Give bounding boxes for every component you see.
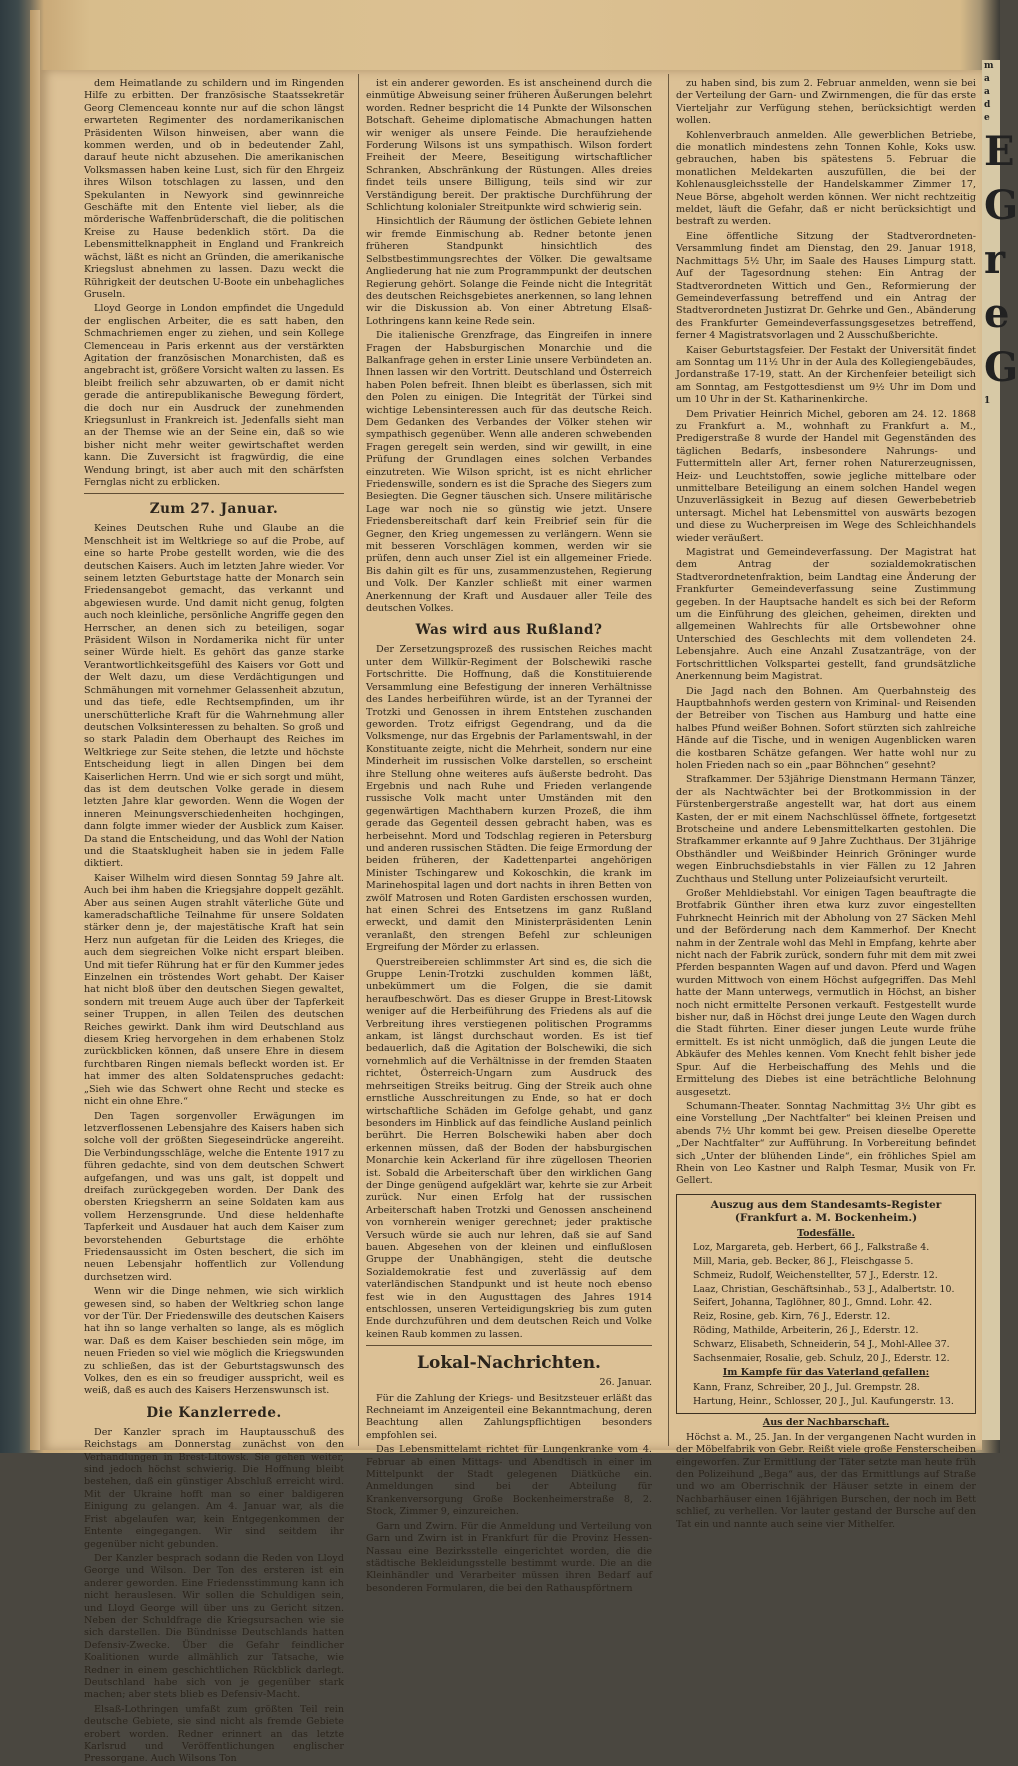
headline-kanzlerrede: Die Kanzlerrede. — [146, 1404, 282, 1421]
headline-russland: Was wird aus Rußland? — [415, 622, 603, 639]
register-entry: Laaz, Christian, Geschäftsinhab., 53 J., Adalbertstr. 10. — [693, 1283, 955, 1295]
article-paragraph: Der Kanzler sprach im Hauptausschuß des Reichstags am Donnerstag zunächst von den Verhandlungen in Brest-Litowsk. Sie gehen weiter, sind jedoch höchst schwierig. Die Hoffnung bleibt bestehen, daß ein günstiger Abschluß erreicht wird. Mit der Ukraine hofft man so einer baldigeren Einigung zu gelangen. Am 4. Januar war, als die Frist abgelaufen war, kein Entgegenkommen der Entente eingegangen. Wir sind seitdem ihr gegenüber nicht gebunden. — [84, 1426, 344, 1550]
column-middle — [366, 78, 652, 1594]
column-right — [676, 78, 976, 1530]
article-paragraph: Das Lebensmittelamt richtet für Lungenkranke vom 4. Februar ab einen Mittags- und Abendtisch in einer im Mittelpunkt der Stadt gelegenen Diätküche ein. Anmeldungen sind bei der Abteilung für Krankenversorgung Große Bockenheimerstraße 8, 2. Stock, Zimmer 9, einzureichen. — [366, 1444, 652, 1518]
article-paragraph: Die italienische Grenzfrage, das Eingreifen in innere Fragen der Habsburgischen Monarchie und die Balkanfrage gehen in erster Linie unsere Verbündeten an. Ihnen lassen wir den Vortritt. Deutschland und Österreich haben Polen befreit. Ihnen bleibt es überlassen, sich mit den Polen zu einigen. Die Integrität der Türkei sind wichtige Lebensinteressen auch für das deutsche Reich. Dem Gedanken des Verbandes der Völker stehen wir sympathisch gegenüber. Wenn alle anderen schwebenden Fragen geregelt sein werden, sind wir gewillt, in eine Prüfung der Grundlagen eines solchen Verbandes einzutreten. Wie Wilson spricht, ist es nicht ehrlicher Friedenswille, sondern es ist die Sprache des Siegers zum Besiegten. Die Gegner täuschen sich. Unsere militärische Lage war noch nie so günstig wie jetzt. Unsere Friedensbereitschaft darf kein Freibrief sein für die Gegner, den Krieg ungemessen zu verlängern. Wenn sie mit besseren Vorschlägen kommen, werden wir sie prüfen, denn auch unser Ziel ist ein allgemeiner Friede. Bis dahin gilt es für uns, zusammenzustehen, Regierung und Volk. Der Kanzler schließt mit einer warmen Anerkennung der Kraft und Ausdauer aller Teile des deutschen Volkes. — [366, 330, 652, 615]
register-entry: Schwarz, Elisabeth, Schneiderin, 54 J., Mohl-Allee 37. — [693, 1338, 950, 1350]
register-subheading-deaths: Todesfälle. — [797, 1227, 855, 1239]
newspaper-page — [40, 70, 982, 1765]
article-paragraph: Schumann-Theater. Sonntag Nachmittag 3½ Uhr gibt es eine Vorstellung „Der Nachtfalter“ bei kleinen Preisen und abends 7½ Uhr kommt bei gew. Preisen dieselbe Operette „Der Nachtfalter“ zur Aufführung. In Vorbereitung befindet sich „Unter der blühenden Linde“, ein fröhliches Spiel am Rhein von Leo Kastner und Ralph Tesmar, Musik von Fr. Gellert. — [676, 1100, 976, 1187]
standesamt-register-box — [676, 1194, 976, 1415]
edge-letter: d — [984, 100, 991, 110]
adjacent-page-edge — [982, 60, 1018, 1440]
register-entry: Hartung, Heinr., Schlosser, 20 J., Jul. Kaufungerstr. 13. — [693, 1395, 954, 1407]
article-paragraph: Großer Mehldiebstahl. Vor einigen Tagen beauftragte die Brotfabrik Günther ihren etwa kurz zuvor eingestellten Fuhrknecht Heinrich mit der Abholung von 27 Säcken Mehl und der Beförderung nach dem Kammerhof. Der Knecht nahm in der Zentrale wohl das Mehl in Empfang, kehrte aber nicht nach der Fabrik zurück, sondern fuhr mit dem mit zwei Pferden bespannten Wagen auf und davon. Pferd und Wagen wurden Mittwoch von einem Höchst aufgegriffen. Das Mehl hatte der Mann unterwegs, vermutlich in Höchst, an bisher noch nicht ermittelte Personen verkauft. Festgestellt wurde bisher nur, daß in Höchst drei junge Leute den Wagen durch die Stadt führten. Einer dieser jungen Leute wurde frühe ermittelt. Es ist nicht unmöglich, daß die jungen Leute die Abkäufer des Mehles kennen. Vom Knecht fehlt bisher jede Spur. Auf die Herbeischaffung des Mehls und die Ermittelung des Diebes ist eine beträchtliche Belohnung ausgesetzt. — [676, 888, 976, 1098]
register-entry: Mill, Maria, geb. Becker, 86 J., Fleischgasse 5. — [693, 1255, 914, 1267]
article-paragraph: zu haben sind, bis zum 2. Februar anmelden, wenn sie bei der Verteilung der Garn- und Zwirnmengen, die für das erste Vierteljahr zur Verfügung stehen, berücksichtigt werden wollen. — [676, 78, 976, 127]
dateline: 26. Januar. — [599, 1377, 652, 1389]
headline-27-januar: Zum 27. Januar. — [149, 501, 279, 518]
register-entry: Seifert, Johanna, Taglöhner, 80 J., Gmnd. Lohr. 42. — [693, 1297, 933, 1309]
register-entry: Röding, Mathilde, Arbeiterin, 26 J., Ederstr. 12. — [693, 1324, 919, 1336]
article-paragraph: Magistrat und Gemeindeverfassung. Der Magistrat hat dem Antrag der sozialdemokratischen Stadtverordnetenfraktion, beim Landtag eine Änderung der Frankfurter Gemeindeverfassung seine Zustimmung gegeben. In der Hauptsache handelt es sich bei der Reform um die Einführung des gleichen, geheimen, direkten und allgemeinen Wahlrechts für alle Ortsbewohner ohne Unterschied des Geschlechts mit dem vollendeten 24. Lebensjahre. Auch eine Anzahl Zusatzanträge, von der Fortschrittlichen Volkspartei gestellt, fand grundsätzliche Anerkennung beim Magistrat. — [676, 547, 976, 683]
article-paragraph: Wenn wir die Dinge nehmen, wie sich wirklich gewesen sind, so haben der Weltkrieg schon lange vor der Tür. Der Friedenswille des deutschen Kaisers hat ihn so lange verhalten so lange, als es möglich war. Daß es dem Kaiser beschieden sein möge, im neuen Frieden so viel wie möglich die Kriegswunden zu schließen, das ist der Geburtstagswunsch des Volkes, den es ein so freudiger ausspricht, weil es weiß, daß es auch des Kaisers Herzenswunsch ist. — [84, 1286, 344, 1397]
register-entry: Kann, Franz, Schreiber, 20 J., Jul. Grempstr. 28. — [693, 1381, 920, 1393]
register-entry: Schmeiz, Rudolf, Weichenstellter, 57 J., Ederstr. 12. — [693, 1269, 938, 1281]
edge-letter: G — [984, 344, 1018, 391]
column-rule — [668, 74, 669, 1446]
divider — [84, 493, 344, 494]
subheading-nachbarschaft: Aus der Nachbarschaft. — [762, 1417, 890, 1429]
article-paragraph: Elsaß-Lothringen umfaßt zum größten Teil rein deutsche Gebiete, sie sind nicht als fremde Gebiete erobert worden. Redner erinnert an das letzte Karlsrud und Veröffentlichungen englischer Pressorgane. Auch Wilsons Ton — [84, 1703, 344, 1765]
article-paragraph: Lloyd George in London empfindet die Ungeduld der englischen Arbeiter, die es satt haben, den Schmachriemen enger zu ziehen, und sein Kollege Clemenceau in Paris erkennt aus der verstärkten Agitation der französischen Monarchisten, daß es angebracht ist, größere Vorsicht walten zu lassen. Es bleibt freilich sehr abzuwarten, ob er damit nicht gerade die antirepublikanische Bewegung fördert, die doch nur ein Ausdruck der zunehmenden Kriegsunlust in Frankreich ist. Jedenfalls sieht man an der Themse wie an der Seine ein, daß so wie bisher nicht mehr weiter gewirtschaftet werden kann. Die Zuversicht ist fragwürdig, die eine Wendung bringt, ist aber auch mit den schärfsten Fernglas nicht zu erblicken. — [84, 303, 344, 488]
article-paragraph: Garn und Zwirn. Für die Anmeldung und Verteilung von Garn und Zwirn ist in Frankfurt für die Provinz Hessen-Nassau eine Bezirksstelle eingerichtet worden, die die städtische Bekleidungsstelle bestimmt wurde. Die an die Kleinhändler und Verarbeiter müssen ihren Bedarf auf besonderen Formularen, die bei den Rathauspförtnern — [366, 1520, 652, 1594]
register-entry: Loz, Margareta, geb. Herbert, 66 J., Falkstraße 4. — [693, 1242, 930, 1254]
divider — [366, 1345, 652, 1346]
column-rule — [358, 74, 359, 1446]
article-paragraph: Die Jagd nach den Bohnen. Am Querbahnsteig des Hauptbahnhofs werden gestern von Kriminal- und Reisenden der Betreiber von Tischen aus Hamburg und hatte eine halbes Pfund weißer Bohnen. Sofort stürzten sich zahlreiche Hände auf die Tische, und in wenigen Augenblicken waren die kostbaren Schätze gefangen. Wer hatte wohl nur zu holen Frieden nach so ein „paar Böhnchen“ gesehnt? — [676, 685, 976, 771]
article-paragraph: Höchst a. M., 25. Jan. In der vergangenen Nacht wurden in der Möbelfabrik von Gebr. Reißt viele große Fensterscheiben eingeworfen. Zur Ermittlung der Täter setzte man heute früh den Polizeihund „Bega“ aus, der das Ermittlungs auf Straße und wo am Oberrischnik der Häuser setzte in einem der Nachbarhäuser einen 16jährigen Burschen, der noch im Bett schlief, zu verhellen. Vor lauter gestand der Bursche auf den Tat ein und nannte auch seine vier Mithelfer. — [676, 1431, 976, 1530]
article-paragraph: Querstreibereien schlimmster Art sind es, die sich die Gruppe Lenin-Trotzki zuschulden kommen läßt, unbekümmert um die Folgen, die sie damit heraufbeschwört. Das es dieser Gruppe in Brest-Litowsk weniger auf die Herbeiführung des Friedens als auf die Verbreitung ihres verstiegenen politischen Programms ankam, ist längst durchschaut worden. Es ist tief bedauerlich, daß die Agitation der Bolschewiki, die sich vornehmlich auf die Verhältnisse in der fremden Staaten richtet, Österreich-Ungarn zum Ausdruck des mehrseitigen Streiks beitrug. Ging der Streik auch ohne ernstliche Ausschreitungen zu Ende, so hat er doch wirtschaftliche Schäden im Gefolge gehabt, und ganz besonders im Hinblick auf das feindliche Ausland peinlich berührt. Die Herren Bolschewiki haben aber doch erkennen müssen, daß der Boden der habsburgischen Monarchie kein Ackerland für ihre zügellosen Theorien ist. Sobald die Arbeiterschaft über den wirklichen Gang der Dinge genügend aufgeklärt war, kehrte sie zur Arbeit zurück. Nur einen Erfolg hat der russischen Arbeiterschaft haben Trotzki und Genossen anscheinend von vornherein weniger gerechnet; jeder praktische Versuch würde sie auch nur lehren, daß sie auf Sand bauen. Abgesehen von der kleinen und einflußlosen Gruppe der Unabhängigen, steht die deutsche Sozialdemokratie fest und zuverlässig auf dem vaterländischen Standpunkt und ist heute noch ebenso fest wie in den Augusttagen des Jahres 1914 entschlossen, unseren Verteidigungskrieg bis zum guten Ende durchzuführen und dem deutschen Reich und Volke keinen Raub kommen zu lassen. — [366, 956, 652, 1340]
edge-letter: e — [984, 113, 990, 123]
article-paragraph: Kohlenverbrauch anmelden. Alle gewerblichen Betriebe, die monatlich mindestens zehn Tonnen Kohle, Koks usw. gebrauchen, haben bis spätestens 5. Februar die monatlichen Meldekarten auszufüllen, die bei der Kohlenausgleichsstelle der Handelskammer Zimmer 17, Neue Börse, abgeholt werden können. Wer nicht rechtzeitig meldet, läuft die Gefahr, daß er nicht berücksichtigt und bestraft zu werden. — [676, 129, 976, 228]
article-paragraph: Eine öffentliche Sitzung der Stadtverordneten-Versammlung findet am Dienstag, den 29. Januar 1918, Nachmittags 5½ Uhr, im Saale des Hauses Limpurg statt. Auf der Tagesordnung stehen: Ein Antrag der Stadtverordneten Wittich und Gen., Reformierung der Gemeindeverfassung betreffend und ein Antrag der Stadtverordneten Justizrat Dr. Gehrke und Gen., Abänderung des Frankfurter Gemeindeverfassungsgesetzes betreffend, ferner 4 Magistratsvorlagen und 2 Ausschußberichte. — [676, 230, 976, 342]
register-entry: Sachsenmaier, Rosalie, geb. Schulz, 20 J., Ederstr. 12. — [693, 1352, 950, 1364]
article-paragraph: Strafkammer. Der 53jährige Dienstmann Hermann Tänzer, der als Nachtwächter bei der Brotkommission in der Fürstenbergerstraße angestellt war, hat dort aus einem Kasten, der er mit einem Nachschlüssel öffnete, fortgesetzt Brotscheine und andere Lebensmittelkarten gestohlen. Die Strafkammer erkannte auf 9 Jahre Zuchthaus. Der 31jährige Obsthändler und Weißbinder Heinrich Gröninger wurde wegen Einbruchsdiebstahls in vier Fällen zu 12 Jahren Zuchthaus und Stellung unter Polizeiaufsicht verurteilt. — [676, 774, 976, 885]
edge-letter: E — [984, 128, 1015, 175]
article-paragraph: dem Heimatlande zu schildern und im Ringenden Hilfe zu erbitten. Der französische Staatssekretär Georg Clemenceau konnte nur auf die schon längst erwarteten Regimenter des nordamerikanischen Präsidenten Wilson hinweisen, aber wann die kommen werden, und ob in bedeutender Zahl, darauf heute nicht abzusehen. Die amerikanischen Volksmassen haben keine Lust, sich für den Ehrgeiz ihres Wilson totschlagen zu lassen, und den Spekulanten in Newyork sind gewinnreiche Geschäfte mit den Entente viel lieber, als die mörderische Waffenbrüderschaft, die die politischen Kreise zu Hause bedenklich stört. Da die Lebensmittelknappheit in England und Frankreich wächst, läßt es nicht an Gründen, die amerikanische Kriegslust abnehmen zu lassen. Dazu weckt die Rührigkeit der deutschen U-Boote ein unbehagliches Gruseln. — [84, 78, 344, 300]
edge-letter: a — [984, 74, 990, 84]
edge-letter: m — [984, 61, 994, 71]
article-paragraph: ist ein anderer geworden. Es ist anscheinend durch die einmütige Abweisung seiner früheren Äußerungen belehrt worden. Redner bespricht die 14 Punkte der Wilsonschen Botschaft. Geheime diplomatische Abmachungen hatten wir weniger als unsere Feinde. Die heraufziehende Forderung Wilsons ist uns sympathisch. Wilson fordert Freiheit der Meere, Beseitigung wirtschaftlicher Schranken, Abschränkung der Rüstungen. Alles dreies findet teils unsere Billigung, teils sind wir zur Verständigung bereit. Der praktische Durchführung der Schlichtung kolonialer Streitpunkte wird schwierig sein. — [366, 78, 652, 214]
article-paragraph: Der Kanzler besprach sodann die Reden von Lloyd George und Wilson. Der Ton des ersteren ist ein anderer geworden. Eine Friedensstimmung kann ich nicht herauslesen. Wir sollen die Schuldigen sein, und Lloyd George will über uns zu Gericht sitzen. Neben der Schuldfrage die Kriegsursachen wie sie sich darstellen. Die Bündnisse Deutschlands hatten Defensiv-Zwecke. Über die Gefahr feindlicher Koalitionen wurde allmählich zur Tatsache, wie Redner in einem geschichtlichen Rückblick darlegt. Deutschland habe sich von je gegenüber stark machen; aber stets blieb es Defensiv-Macht. — [84, 1552, 344, 1701]
headline-lokal-nachrichten: Lokal-Nachrichten. — [417, 1353, 601, 1374]
edge-letter: a — [984, 87, 990, 97]
article-paragraph: Den Tagen sorgenvoller Erwägungen im letzverflossenen Lebensjahre des Kaisers haben sich solche voll der größten Siegeseindrücke angereiht. Die Verbindungsschläge, welche die Entente 1917 zu führen gedachte, sind von dem deutschen Schwert aufgefangen, und was uns galt, ist doppelt und dreifach zurückgegeben worden. Der Dank des obersten Kriegsherrn an seine Soldaten kam aus vollem Herzensgrunde. Und diese heldenhafte Tapferkeit und Ausdauer hat auch dem Kaiser zum bevorstehenden Geburtstage die erhöhte Friedensaussicht im Osten beschert, die sich im neuen Lebensjahr hoffentlich zur Vollendung durchsetzen wird. — [84, 1110, 344, 1283]
article-paragraph: Der Zersetzungsprozeß des russischen Reiches macht unter dem Willkür-Regiment der Bolschewiki rasche Fortschritte. Die Hoffnung, daß die Konstituierende Versammlung eine Befestigung der inneren Verhältnisse des Landes herbeiführen würde, ist an der Tyrannei der Trotzki und Genossen in ihrem Entstehen zuschanden geworden. Trotz eifrigst Gegendrang, und da die Volksmenge, nur das Ergebnis der Parlamentswahl, in der Konstituante zeigte, nicht die Mehrheit, sondern nur eine Minderheit im russischen Volke darstellen, so erscheint ihre Stellung ohne weiteres aufs äußerste bedroht. Das Ergebnis und nach Ruhe und Frieden verlangende russische Volk macht unter Umständen mit den gegenwärtigen Machthabern kurzen Prozeß, die ihm gerade das Gegenteil dessen gebracht haben, was es herbeisehnt. Mord und Todschlag regieren in Petersburg und anderen russischen Städten. Die feige Ermordung der beiden früheren, der Kadettenpartei angehörigen Minister Tschingarew und Kokoschkin, die krank im Marinehospital lagen und dort nachts in ihren Betten von zwölf Matrosen und Roten Gardisten erschossen wurden, hat einen Schrei des Entsetzens im ganz Rußland erweckt, und damit den Ministerpräsidenten Lenin veranlaßt, den strengen Befehl zur schleunigen Ergreifung der Mörder zu erlassen. — [366, 644, 652, 954]
article-paragraph: Dem Privatier Heinrich Michel, geboren am 24. 12. 1868 zu Frankfurt a. M., wohnhaft zu Frankfurt a. M., Predigerstraße 8 wurde der Handel mit Gegenständen des täglichen Bedarfs, insbesondere Nahrungs- und Futtermitteln aller Art, ferner rohen Naturerzeugnissen, Heiz- und Leuchtstoffen, sowie jegliche mittelbare oder unmittelbare Beteiligung an einem solchen Handel wegen Unzuverlässigkeit in Bezug auf diesen Gewerbebetrieb untersagt. Michel hat Lebensmittel von auswärts bezogen und diese zu Wucherpreisen im Wege des Schleichhandels wieder veräußert. — [676, 408, 976, 544]
article-paragraph: Hinsichtlich der Räumung der östlichen Gebiete lehnen wir fremde Einmischung ab. Redner betonte jenen früheren Standpunkt hinsichtlich des Selbstbestimmungsrechtes der Völker. Die gewaltsame Angliederung hat nie zum Programmpunkt der deutschen Regierung gehört. Solange die Feinde nicht die Integrität des deutschen Reichsgebietes anerkennen, so lang lehnen wir die Diskussion ab. Von einer Abtretung Elsaß-Lothringens kann keine Rede sein. — [366, 216, 652, 327]
register-subheading-fallen: Im Kampfe für das Vaterland gefallen: — [722, 1367, 930, 1379]
edge-letter: G — [984, 182, 1018, 229]
article-paragraph: Für die Zahlung der Kriegs- und Besitzsteuer erläßt das Rechneiamt im Anzeigenteil eine Bekanntmachung, deren Beachtung allen Zahlungspflichtigen besonders empfohlen sei. — [366, 1392, 652, 1441]
register-entry: Reiz, Rosine, geb. Kirn, 76 J., Ederstr. 12. — [693, 1311, 891, 1323]
edge-letter: e — [984, 290, 1010, 337]
article-paragraph: Keines Deutschen Ruhe und Glaube an die Menschheit ist im Weltkriege so auf die Probe, auf eine so harte Probe gestellt worden, wie die des deutschen Kaisers. Auch im letzten Jahre wieder. Vor seinem letzten Geburtstage hatte der Monarch sein Friedensangebot gemacht, das verkannt und abgewiesen wurde. Und damit nicht genug, folgten auch noch kleinliche, persönliche Angriffe gegen den Herrscher, an denen sich zu beteiligen, sogar Präsident Wilson in Nordamerika nicht für unter seiner Würde hielt. Es gehört das ganze starke Verantwortlichkeitsgefühl des Kaisers vor Gott und der Welt dazu, um diese Verdächtigungen und Schmähungen mit vornehmer Gelassenheit abzutun, und das tiefe, edle Rechtsempfinden, um ihr unerschütterliche Kraft für die Wahrnehmung aller deutschen Volksinteressen zu behalten. So groß und so stark Paladin dem Oberhaupt des Reiches im Weltkriege zur Seite stehen, die letzte und höchste Entscheidung liegt in allen Dingen bei dem Kaiserlichen Herrn. Und wie er sich sorgt und müht, das ist dem deutschen Volke gerade in diesem letzten Jahre klar geworden. Wenn die Wogen der inneren Meinungsverschiedenheiten hochgingen, dann folgte immer wieder der Ausblick zum Kaiser. Da stand die Entscheidung, und das Wohl der Nation und die Staatsklugheit haben sie in jedem Falle diktiert. — [84, 523, 344, 870]
article-paragraph: Kaiser Geburtstagsfeier. Der Festakt der Universität findet am Sonntag um 11½ Uhr in der Aula des Kollegiengebäudes, Jordanstraße 17-19, statt. An der Kirchenfeier beteiligt sich am Sonntag, am Festgottesdienst um 9½ Uhr im Dom und um 10 Uhr in der St. Katharinenkirche. — [676, 344, 976, 406]
binding-fold — [30, 10, 40, 1450]
article-paragraph: Kaiser Wilhelm wird diesen Sonntag 59 Jahre alt. Auch bei ihm haben die Kriegsjahre doppelt gezählt. Aber aus seinen Augen strahlt väterliche Güte und kameradschaftliche Teilnahme für unsere Soldaten stärker denn je, der majestätische Kraft hat sein Herz nun aufgetan für die Leiden des Krieges, die auch dem siegreichen Volke nicht erspart bleiben. Und mit tiefer Rührung hat er für den Kummer jedes Einzelnen ein tröstendes Wort gehabt. Der Kaiser hat nicht bloß über den deutschen Siegen gewaltet, sondern mit treuem Auge auch über der Tapferkeit seiner Truppen, in allen Teilen des deutschen Reiches gewirkt. Dank ihm wird Deutschland aus diesem Krieg hervorgehen in dem erhabenen Stolz zurückblicken können, daß unsere Ehre in diesem furchtbaren Ringen niemals befleckt worden ist. Er hat immer des alten Soldatenspruches gedacht: „Sieh wie das Schwert ohne Recht und stecke es nicht ein ohne Ehre.“ — [84, 872, 344, 1108]
column-left — [84, 78, 344, 1765]
edge-letter: r — [984, 236, 1006, 283]
edge-letter: 1 — [984, 396, 991, 406]
register-title: Auszug aus dem Standesamts-Register (Frankfurt a. M. Bockenheim.) — [710, 1198, 942, 1224]
